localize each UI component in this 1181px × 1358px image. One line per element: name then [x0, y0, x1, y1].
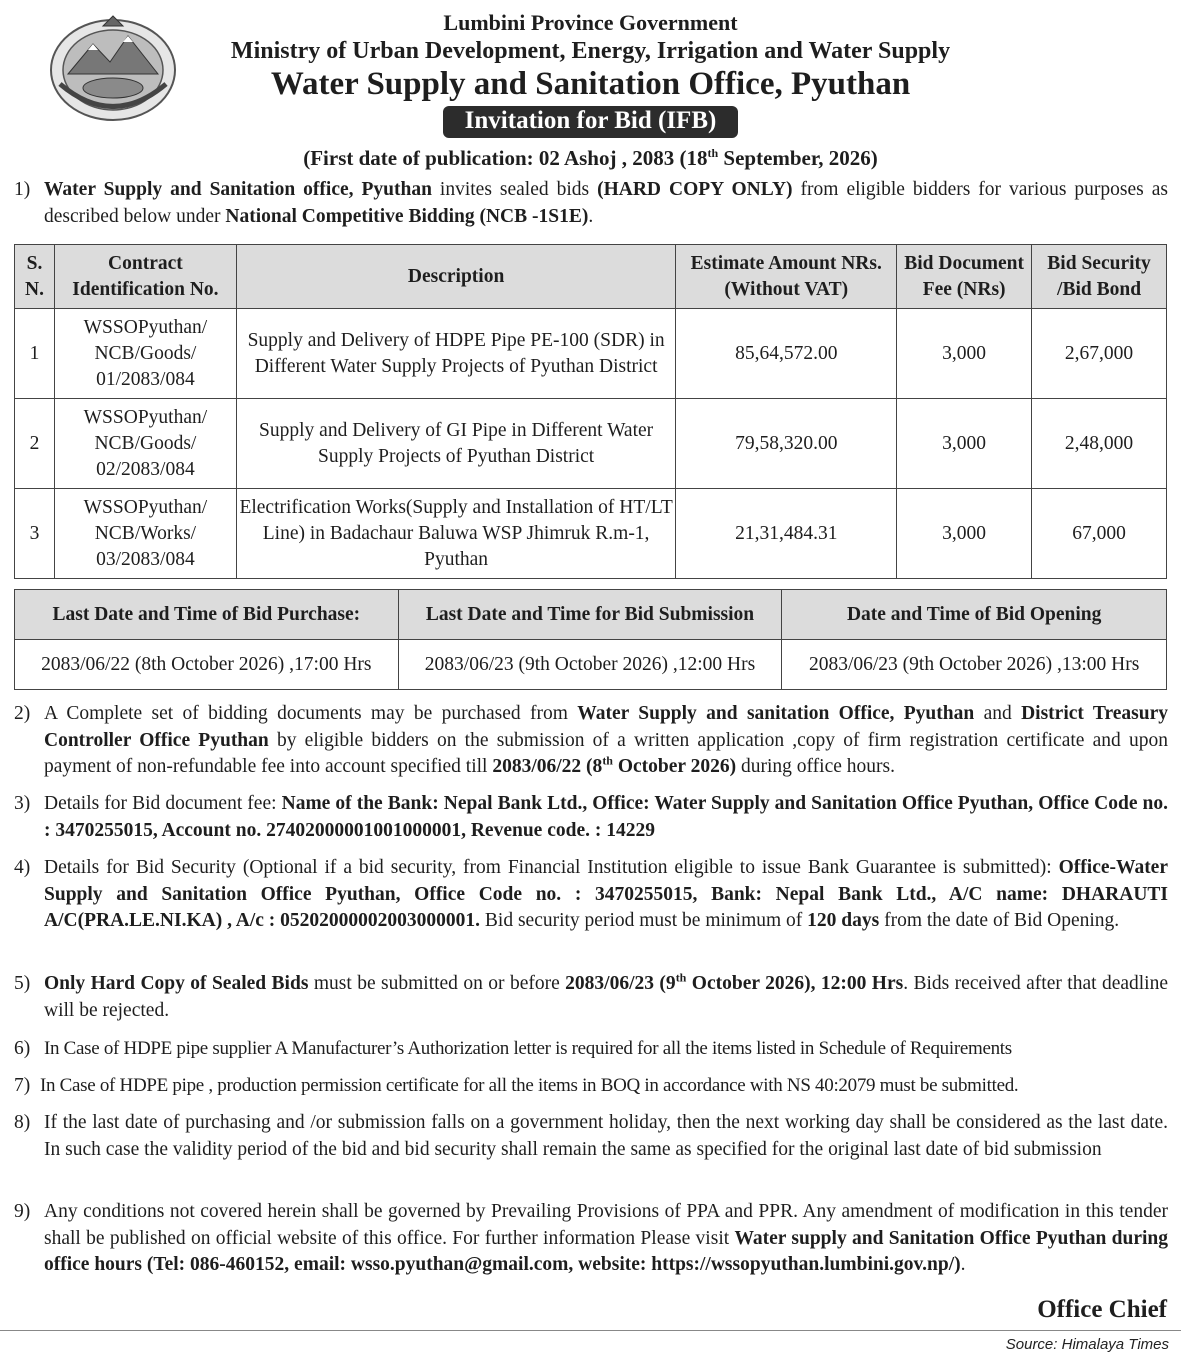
clause-9-text-2: .	[960, 1254, 966, 1275]
clause-4-bold-1: Office-Water Supply and Sanitation Office Pyuthan, Office Code no. : 3470255015, Bank: Nepal Bank Ltd., A/C name: DHARAUTI A/C(PRA.LE.NI.KA) , A/c : 05202000002003000001.	[44, 857, 1168, 931]
col-header-estimate: Estimate Amount NRs. (Without VAT)	[676, 245, 897, 309]
clause-number: 6)	[14, 1038, 31, 1059]
clause-number: 9)	[14, 1201, 31, 1222]
clause-3-text-1: Details for Bid document fee:	[44, 793, 282, 814]
cell-description: Supply and Delivery of GI Pipe in Different Water Supply Projects of Pyuthan District	[236, 399, 675, 489]
clause-number: 8)	[14, 1112, 31, 1133]
clause-2-bold-1: Water Supply and sanitation Office, Pyuthan	[577, 703, 975, 724]
clause-1-text-1: invites sealed bids	[431, 179, 598, 200]
cell-security: 67,000	[1032, 489, 1167, 579]
cell-security: 2,48,000	[1032, 399, 1167, 489]
cell-estimate: 21,31,484.31	[676, 489, 897, 579]
col-header-fee: Bid Document Fee (NRs)	[897, 245, 1032, 309]
clause-2-date-sup: th	[602, 753, 613, 768]
cell-contract: WSSOPyuthan/ NCB/Works/ 03/2083/084	[54, 489, 236, 579]
col-header-sn: S. N.	[15, 245, 55, 309]
notice-title-wrap	[0, 106, 1181, 138]
office-name: Water Supply and Sanitation Office, Pyuthan	[270, 66, 911, 102]
footer-divider	[0, 1330, 1181, 1331]
cell-sn: 2	[15, 399, 55, 489]
signatory: Office Chief	[1037, 1296, 1167, 1323]
clause-5-bold-1: Only Hard Copy of Sealed Bids	[44, 973, 309, 994]
clause-1-bold-2: (HARD COPY ONLY)	[597, 179, 793, 200]
clause-2-date-post: October 2026)	[612, 756, 737, 777]
clause-5-text-2: . Bids received after that deadline will be rejected.	[44, 973, 1168, 1021]
submission-date-label: Last Date and Time for Bid Submission	[398, 590, 782, 640]
source-credit: Source: Himalaya Times	[1005, 1336, 1169, 1353]
clause-number: 5)	[14, 973, 31, 994]
publication-date	[0, 146, 1181, 171]
pub-date-post: September, 2026)	[718, 146, 878, 170]
clause-4-bold-2: 120 days	[807, 910, 880, 931]
cell-sn: 3	[15, 489, 55, 579]
clause-2-bold-3	[492, 753, 737, 777]
cell-sn: 1	[15, 309, 55, 399]
purchase-date-label: Last Date and Time of Bid Purchase:	[15, 590, 399, 640]
clause-1-text-2: from eligible bidders for various purposes as described below under	[44, 179, 1168, 227]
clause-2-text-2: and	[974, 703, 1022, 724]
clause-2-text-1: A Complete set of bidding documents may be purchased from	[44, 703, 578, 724]
clause-5	[14, 971, 1168, 1024]
opening-date-value: 2083/06/23 (9th October 2026) ,13:00 Hrs	[782, 640, 1167, 690]
clause-7	[14, 1073, 1168, 1100]
clause-2-text-3: by eligible bidders on the submission of a written application ,copy of firm registration certificate and upon payment of non-refundable fee into account specified till	[44, 729, 1168, 777]
ministry-name: Ministry of Urban Development, Energy, Irrigation and Water Supply	[230, 38, 951, 64]
dates-header-row	[15, 590, 1167, 640]
bid-table	[14, 244, 1167, 579]
clause-number: 7)	[14, 1075, 31, 1096]
clause-9	[14, 1199, 1168, 1279]
clause-4-text-3: from the date of Bid Opening.	[879, 910, 1120, 931]
clause-7-text-1: In Case of HDPE pipe , production permission certificate for all the items in BOQ in accordance with NS 40:2079 must be submitted.	[40, 1075, 1019, 1096]
pub-date-pre: (First date of publication: 02 Ashoj , 2083 (18	[303, 146, 708, 170]
clause-number: 4)	[14, 857, 31, 878]
clause-5-bold-2	[565, 970, 904, 994]
cell-fee: 3,000	[897, 309, 1032, 399]
cell-estimate: 85,64,572.00	[676, 309, 897, 399]
pub-date-sup: th	[707, 146, 719, 160]
clause-1-bold-3: National Competitive Bidding (NCB -1S1E)	[225, 205, 589, 227]
col-header-description: Description	[236, 245, 675, 309]
clause-2-text-4: during office hours.	[736, 756, 895, 777]
clause-9-text-1: Any conditions not covered herein shall be governed by Prevailing Provisions of PPA and PPR. Any amendment of modification in this tender shall be published on official website of this office. For further information Please visit	[44, 1201, 1168, 1249]
clause-4-text-1: Details for Bid Security (Optional if a bid security, from Financial Institution eligible to issue Bank Guarantee is submitted):	[44, 857, 1059, 878]
clause-number: 2)	[14, 703, 31, 724]
clause-8	[14, 1110, 1168, 1163]
cell-security: 2,67,000	[1032, 309, 1167, 399]
clause-1-text-3: .	[588, 205, 594, 227]
cell-estimate: 79,58,320.00	[676, 399, 897, 489]
clause-8-text-1: If the last date of purchasing and /or submission falls on a government holiday, then the next working day shall be considered as the last date. In such case the validity period of the bid and bid security shall remain the same as specified for the original last date of bid submission	[44, 1112, 1168, 1160]
col-header-contract: Contract Identification No.	[54, 245, 236, 309]
clause-3-bold-1: Name of the Bank: Nepal Bank Ltd., Office: Water Supply and Sanitation Office Pyuthan, Office Code no. : 3470255015, Account no. 27402000001001000001, Revenue code. : 14229	[44, 793, 1169, 841]
clause-number: 1)	[14, 179, 31, 200]
clause-5-date-post: October 2026), 12:00 Hrs	[686, 973, 904, 994]
cell-description: Electrification Works(Supply and Installation of HT/LT Line) in Badachaur Baluwa WSP Jhimruk R.m-1, Pyuthan	[236, 489, 675, 579]
cell-fee: 3,000	[897, 399, 1032, 489]
clause-4	[14, 855, 1168, 935]
province-name: Lumbini Province Government	[443, 10, 738, 35]
cell-fee: 3,000	[897, 489, 1032, 579]
clause-6-text-1: In Case of HDPE pipe supplier A Manufacturer’s Authorization letter is required for all the items listed in Schedule of Requirements	[44, 1038, 1012, 1059]
clause-5-date-sup: th	[675, 970, 687, 985]
col-header-security: Bid Security /Bid Bond	[1032, 245, 1167, 309]
table-row	[15, 309, 1167, 399]
dates-value-row	[15, 640, 1167, 690]
clause-1	[14, 177, 1168, 230]
clause-3	[14, 791, 1168, 844]
clause-2-bold-2: District Treasury Controller Office Pyuthan	[44, 703, 1169, 751]
clause-5-date-pre: 2083/06/23 (9	[565, 973, 676, 994]
cell-contract: WSSOPyuthan/ NCB/Goods/ 02/2083/084	[54, 399, 236, 489]
bid-table-header-row	[15, 245, 1167, 309]
cell-description: Supply and Delivery of HDPE Pipe PE-100 (SDR) in Different Water Supply Projects of Pyuthan District	[236, 309, 675, 399]
submission-date-value: 2083/06/23 (9th October 2026) ,12:00 Hrs	[398, 640, 782, 690]
notice-title-badge: Invitation for Bid (IFB)	[443, 106, 739, 138]
table-row	[15, 489, 1167, 579]
clause-2	[14, 701, 1168, 781]
dates-table	[14, 589, 1167, 690]
clause-6	[14, 1036, 1168, 1063]
opening-date-label: Date and Time of Bid Opening	[782, 590, 1167, 640]
purchase-date-value: 2083/06/22 (8th October 2026) ,17:00 Hrs	[15, 640, 399, 690]
clause-1-bold-1: Water Supply and Sanitation office, Pyuthan	[44, 179, 432, 200]
clause-4-text-2: Bid security period must be minimum of	[480, 910, 808, 931]
clause-number: 3)	[14, 793, 31, 814]
clause-5-text-1: must be submitted on or before	[308, 973, 566, 994]
table-row	[15, 399, 1167, 489]
clause-2-date-pre: 2083/06/22 (8	[492, 756, 603, 777]
cell-contract: WSSOPyuthan/ NCB/Goods/ 01/2083/084	[54, 309, 236, 399]
clause-9-bold-1: Water supply and Sanitation Office Pyuthan during office hours (Tel: 086-460152, email: wsso.pyuthan@gmail.com, website: https://wssopyuthan.lumbini.gov.np/)	[44, 1227, 1168, 1275]
